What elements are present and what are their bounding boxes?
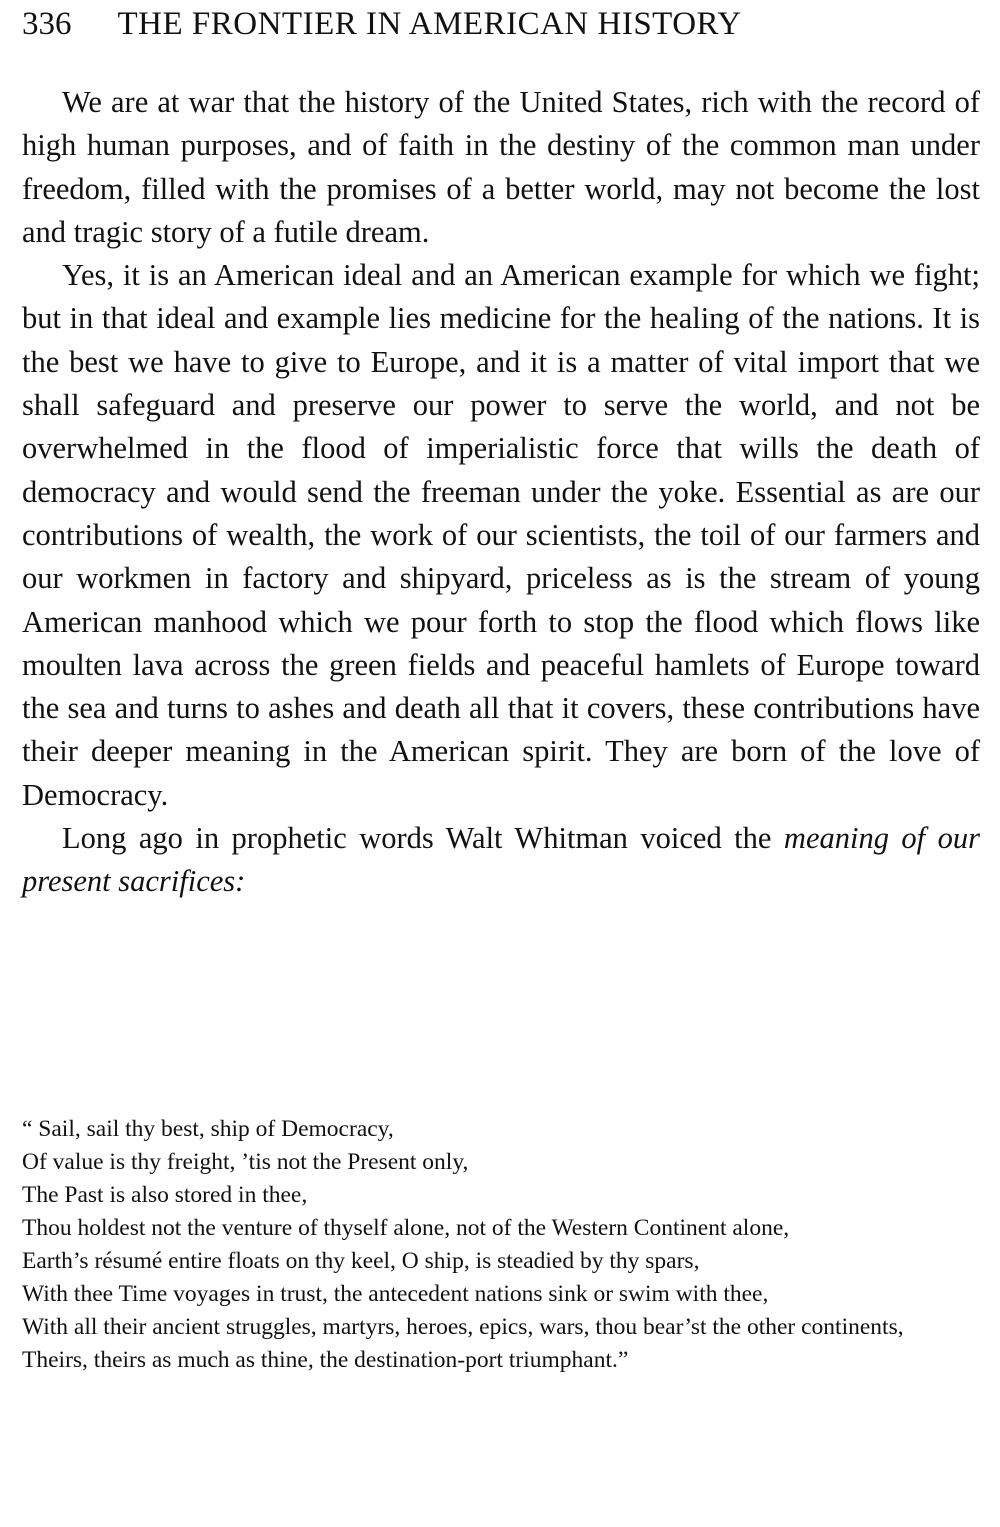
book-page	[22, 0, 980, 1527]
paragraph-3-italic: meaning of our present sacrifices:	[22, 821, 980, 899]
poem-line: Of value is thy freight, ’tis not the Present only,	[22, 1149, 469, 1175]
poem-quotation	[22, 1113, 980, 1377]
poem-line: Thou holdest not the venture of thyself alone, not of the Western Continent alone,	[22, 1215, 790, 1241]
poem-line: “ Sail, sail thy best, ship of Democracy,	[22, 1116, 394, 1142]
running-head	[22, 4, 980, 44]
paragraph-3	[22, 817, 980, 904]
poem-line: The Past is also stored in thee,	[22, 1182, 308, 1208]
poem-line: Theirs, theirs as much as thine, the destination-port triumphant.”	[22, 1347, 629, 1373]
paragraph-2: Yes, it is an American ideal and an American example for which we fight; but in that ideal and example lies medicine for the healing of the nations. It is the best we have to give to Europe, and it is a matter of vital import that we shall safeguard and preserve our power to serve the world, and not be overwhelmed in the flood of imperialistic force that wills the death of democracy and would send the freeman under the yoke. Essential as are our contributions of wealth, the work of our scientists, the toil of our farmers and our workmen in factory and shipyard, priceless as is the stream of young American manhood which we pour forth to stop the flood which flows like moulten lava across the green fields and peaceful hamlets of Europe toward the sea and turns to ashes and death all that it covers, these contributions have their deeper meaning in the American spirit. They are born of the love of Democracy.	[22, 258, 980, 812]
poem-line: With all their ancient struggles, martyrs, heroes, epics, wars, thou bear’st the other continents,	[22, 1314, 904, 1340]
paragraph-1: We are at war that the history of the United States, rich with the record of high human purposes, and of faith in the destiny of the common man under freedom, filled with the promises of a better world, may not become the lost and tragic story of a futile dream.	[22, 85, 980, 249]
body-text	[22, 81, 980, 904]
paragraph-3-roman: Long ago in prophetic words Walt Whitman voiced the	[62, 821, 772, 856]
page-number: 336	[22, 6, 72, 42]
poem-line: With thee Time voyages in trust, the antecedent nations sink or swim with thee,	[22, 1281, 769, 1307]
running-title: THE FRONTIER IN AMERICAN HISTORY	[117, 6, 742, 42]
poem-line: Earth’s résumé entire floats on thy keel, O ship, is steadied by thy spars,	[22, 1248, 700, 1274]
